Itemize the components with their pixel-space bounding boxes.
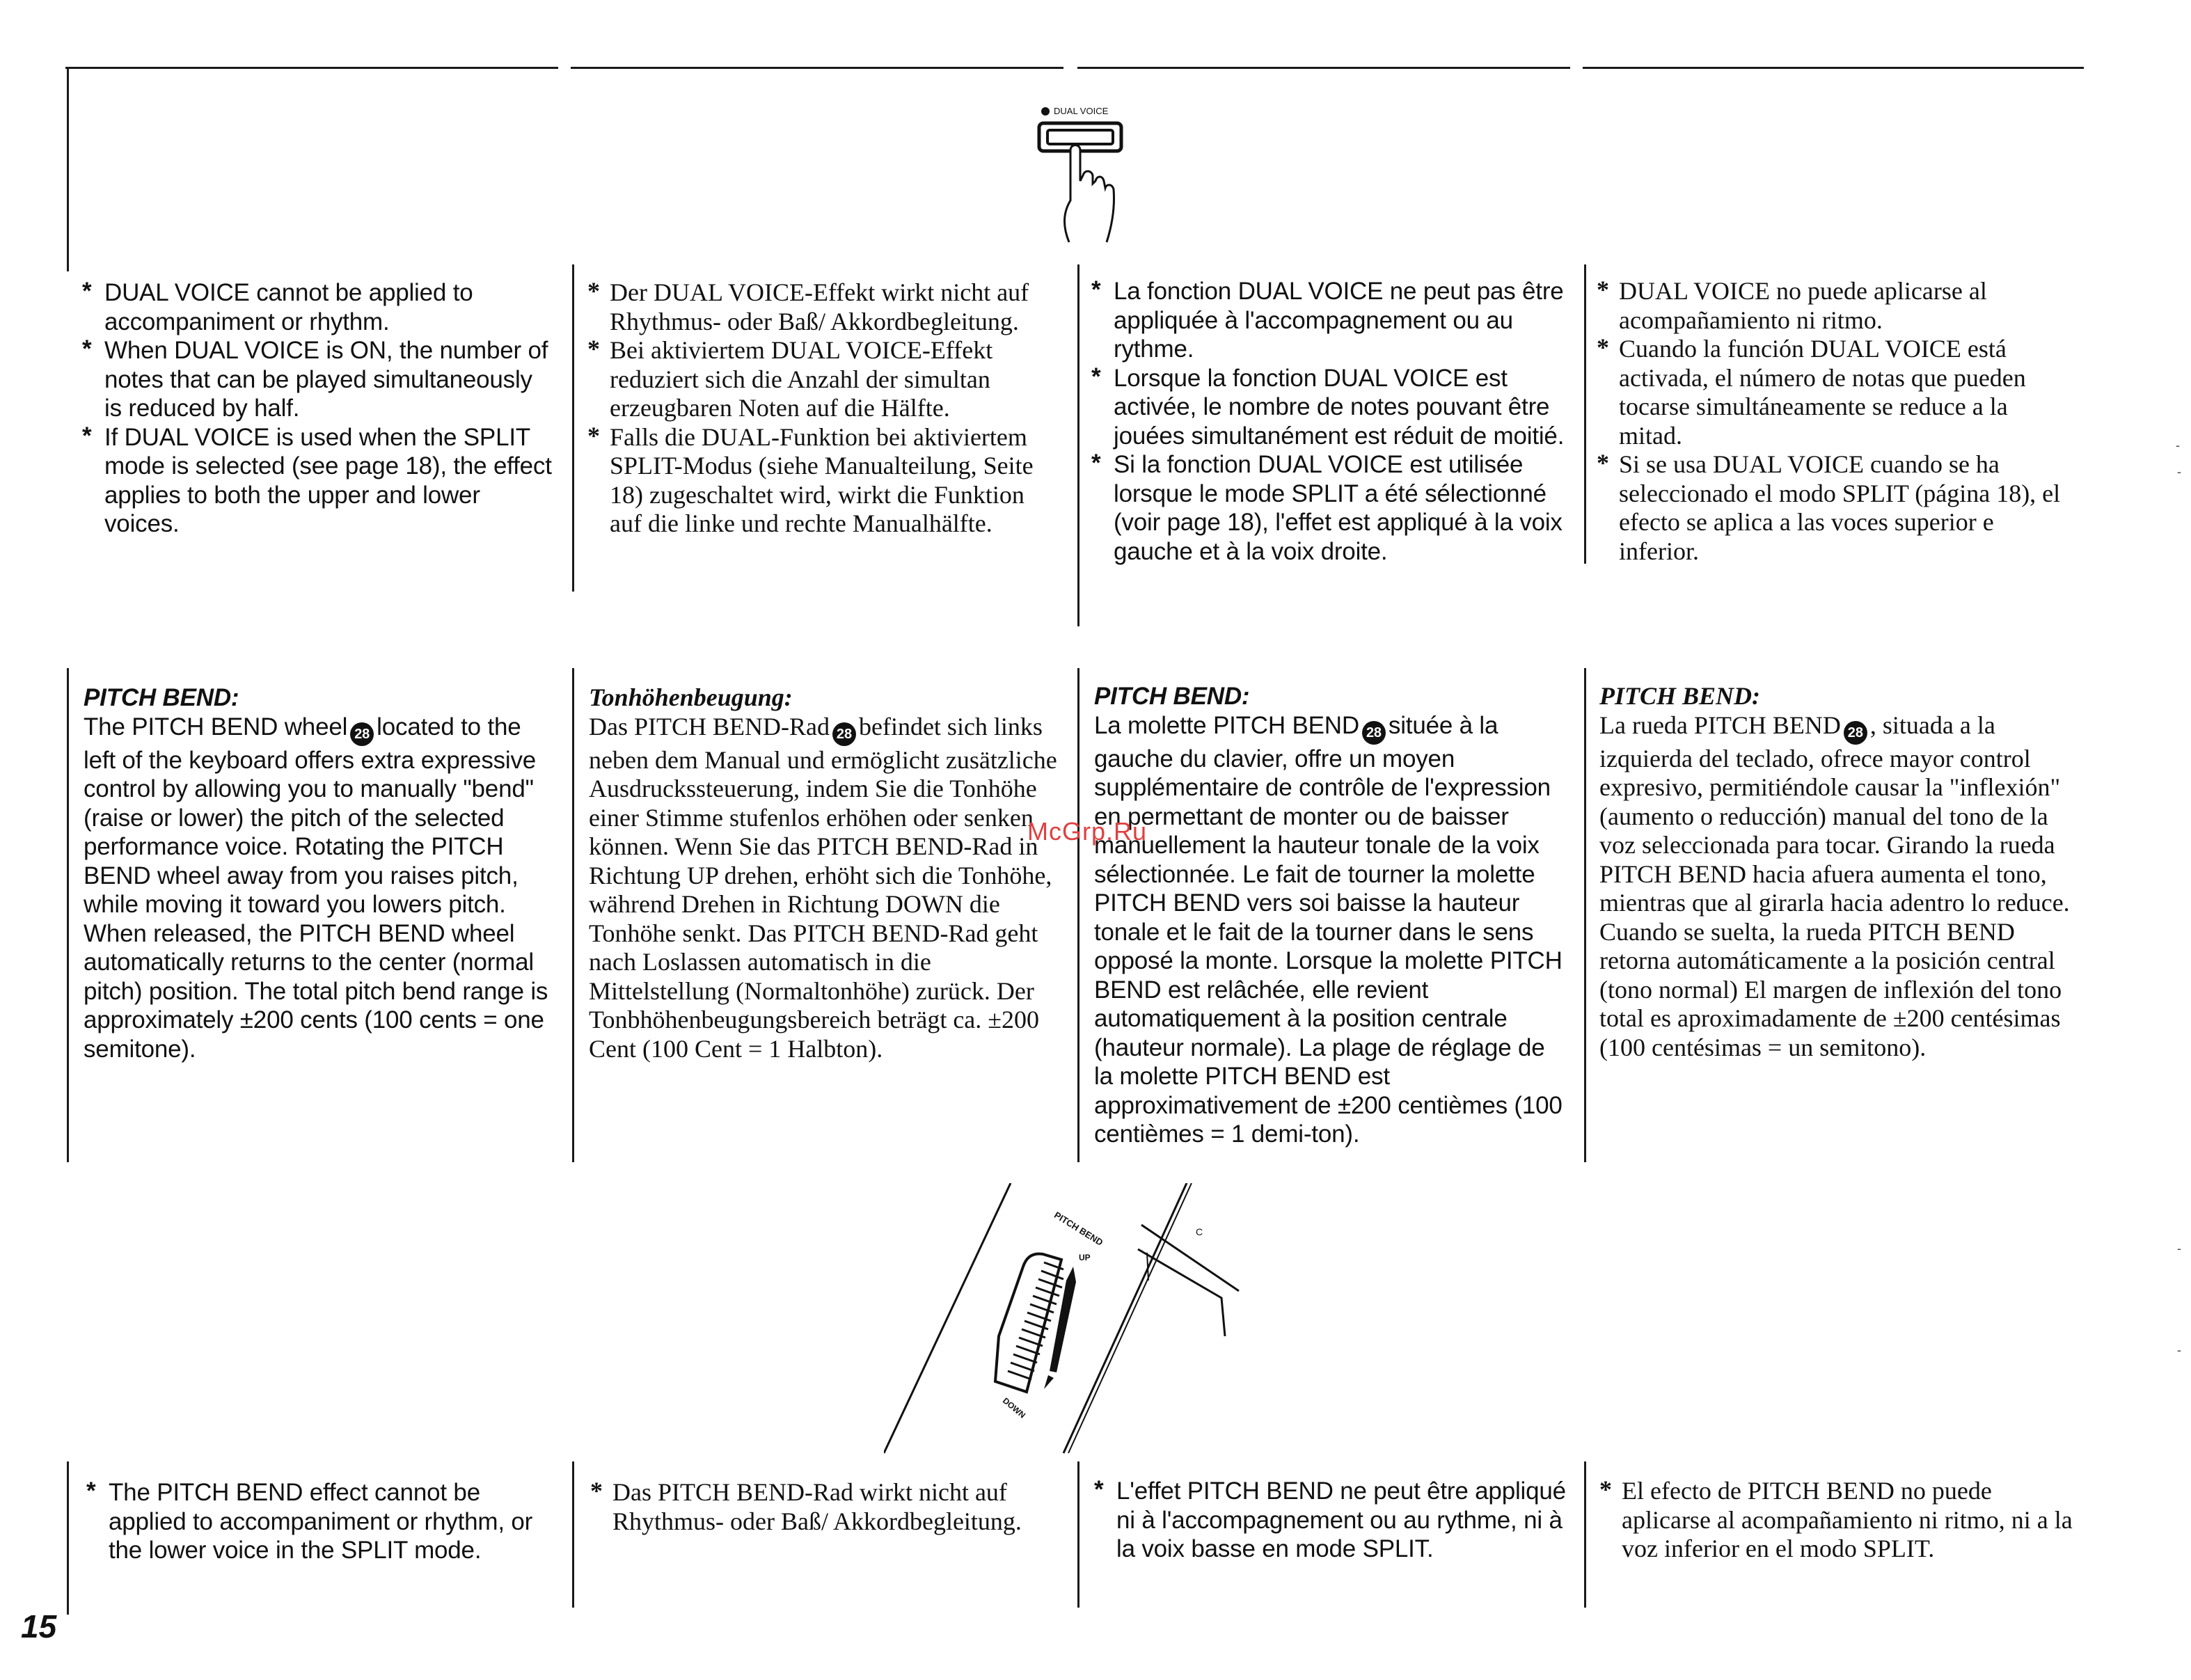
paragraph <box>589 713 1062 1064</box>
edge-mark: - <box>2177 1242 2181 1255</box>
section-heading: PITCH BEND: <box>1599 682 1761 710</box>
list-item: * Lorsque la fonction DUAL VOICE est activée, le nombre de notes pouvant être jouées simultanément est réduit de moitié. <box>1091 364 1565 451</box>
divider-1-mid <box>572 668 574 1162</box>
column-english-bottom <box>86 1478 560 1565</box>
list-item: * If DUAL VOICE is used when the SPLIT mode is selected (see page 18), the effect applies to both the upper and lower voices. <box>82 423 555 539</box>
text-run: located to the left of the keyboard offers extra expressive control by allowing you to manually "bend" (raise or lower) the pitch of the selected performance voice. Rotating the PITCH BEND wheel away from you raises pitch, while moving it toward you lowers pitch. When released, the PITCH BEND wheel automatically returns to the center (normal pitch) position. The total pitch bend range is approximately ±200 cents (100 cents = one semitone). <box>84 713 548 1063</box>
page-number: 15 <box>21 1608 57 1645</box>
text-run: La rueda PITCH BEND <box>1599 711 1841 739</box>
column-english-pitch <box>84 683 557 1063</box>
column-english-dual <box>82 278 555 539</box>
text-run: La molette PITCH BEND <box>1094 711 1359 739</box>
list-item: * Si la fonction DUAL VOICE est utilisée lorsque le mode SPLIT a été sélectionné (voir page 18), l'effet est appliqué à la voix gauche et à la voix droite. <box>1091 450 1565 566</box>
list-item: * Falls die DUAL-Funktion bei aktiviertem SPLIT-Modus (siehe Manualteilung, Seite 18) zugeschaltet wird, wirkt die Funktion auf die linke und rechte Manualhälfte. <box>587 423 1061 539</box>
edge-mark: - <box>2176 438 2180 452</box>
dual-voice-illustration <box>1030 103 1162 249</box>
divider-1-top <box>572 264 574 592</box>
top-rule-2 <box>571 67 1063 69</box>
dual-voice-button-icon <box>1030 103 1162 249</box>
dual-voice-notes-fr <box>1091 277 1565 566</box>
margin-line-bottom <box>67 1461 69 1615</box>
watermark: McGrp.Ru <box>1027 817 1148 846</box>
column-spanish-bottom <box>1599 1477 2073 1564</box>
section-heading: PITCH BEND: <box>84 684 239 711</box>
pitch-bend-down-label: DOWN <box>1000 1395 1028 1420</box>
column-spanish-dual <box>1597 277 2070 566</box>
reference-number-badge: 28 <box>1362 721 1386 745</box>
divider-2-bot <box>1077 1461 1079 1608</box>
column-german-bottom <box>590 1478 1063 1536</box>
list-item: * The PITCH BEND effect cannot be applied to accompaniment or rhythm, or the lower voice in the SPLIT mode. <box>86 1478 560 1565</box>
text-run: befindet sich links neben dem Manual und ermöglicht zusätzliche Ausdruckssteuerung, indem Sie die Tonhöhe einer Stimme stufenlos erhöhen oder senken können. Wenn Sie das PITCH BEND-Rad in Richtung UP drehen, erhöht sich die Tonhöhe, während Drehen in Richtung DOWN die Tonhöhe senkt. Das PITCH BEND-Rad geht nach Loslassen automatisch in die Mittelstellung (Normaltonhöhe) zurück. Der Tonbhöhenbeugungsbereich beträgt ca. ±200 Cent (100 Cent = 1 Halbton). <box>589 712 1057 1063</box>
list-item: * Bei aktiviertem DUAL VOICE-Effekt reduziert sich die Anzahl der simultan erzeugbaren Noten auf die Hälfte. <box>587 336 1061 423</box>
column-german-pitch <box>589 683 1062 1063</box>
list-item: * La fonction DUAL VOICE ne peut pas être appliquée à l'accompagnement ou au rythme. <box>1091 277 1565 364</box>
pitch-bend-notes-es <box>1599 1477 2073 1564</box>
dual-voice-notes-en <box>82 278 555 539</box>
text-run: The PITCH BEND wheel <box>84 713 348 740</box>
list-item: * Das PITCH BEND-Rad wirkt nicht auf Rhythmus- oder Baß/ Akkordbegleitung. <box>590 1478 1063 1536</box>
margin-line-pitch <box>67 668 69 1162</box>
paragraph <box>1094 711 1567 1149</box>
section-heading: Tonhöhenbeugung: <box>589 683 793 711</box>
pitch-bend-notes-de <box>590 1478 1063 1536</box>
keyboard-c-label: C <box>1196 1226 1203 1237</box>
divider-3-top <box>1584 264 1586 564</box>
divider-1-bot <box>572 1461 574 1608</box>
top-rule-4 <box>1583 67 2084 69</box>
column-german-dual <box>587 278 1061 539</box>
pitch-bend-up-label: UP <box>1079 1253 1091 1262</box>
paragraph <box>1599 711 2073 1063</box>
column-french-dual <box>1091 277 1565 566</box>
edge-mark: - <box>2177 465 2181 479</box>
dual-voice-notes-es <box>1597 277 2070 566</box>
divider-3-mid <box>1584 668 1586 1162</box>
list-item: * El efecto de PITCH BEND no puede aplicarse al acompañamiento ni ritmo, ni a la voz inferior en el modo SPLIT. <box>1599 1477 2073 1564</box>
section-heading: PITCH BEND: <box>1094 683 1250 710</box>
pitch-bend-notes-fr <box>1094 1477 1567 1564</box>
reference-number-badge: 28 <box>350 722 374 746</box>
text-run: Das PITCH BEND-Rad <box>589 712 830 740</box>
text-run: , situada a la izquierda del teclado, ofrece mayor control expresivo, permitiéndole causar la "inflexión" (aumento o reducción) manual del tono de la voz seleccionada para tocar. Girando la rueda PITCH BEND hacia afuera aumenta el tono, mientras que al girarla hacia adentro lo reduce. Cuando se suelta, la rueda PITCH BEND retorna automáticamente a la posición central (tono normal) El margen de inflexión del tono total es aproximadamente de ±200 centésimas (100 centésimas = un semitono). <box>1599 711 2070 1061</box>
list-item: * When DUAL VOICE is ON, the number of notes that can be played simultaneously is reduced by half. <box>82 336 555 423</box>
column-french-pitch <box>1094 682 1567 1149</box>
pitch-bend-notes-en <box>86 1478 560 1565</box>
paragraph <box>84 713 557 1064</box>
list-item: * DUAL VOICE no puede aplicarse al acompañamiento ni ritmo. <box>1597 277 2070 335</box>
top-rule-3 <box>1077 67 1570 69</box>
list-item: * Cuando la función DUAL VOICE está activada, el número de notas que pueden tocarse simultáneamente se reduce a la mitad. <box>1597 335 2070 450</box>
margin-line-top <box>67 67 69 271</box>
list-item: * Si se usa DUAL VOICE cuando se ha seleccionado el modo SPLIT (página 18), el efecto se aplica a las voces superior e inferior. <box>1597 450 2070 566</box>
dual-voice-notes-de <box>587 278 1061 539</box>
pitch-bend-illustration <box>884 1183 1246 1455</box>
column-french-bottom <box>1094 1477 1567 1564</box>
list-item: * DUAL VOICE cannot be applied to accompaniment or rhythm. <box>82 278 555 336</box>
top-rule-1 <box>65 67 558 69</box>
reference-number-badge: 28 <box>1844 721 1867 745</box>
text-run: située à la gauche du clavier, offre un moyen supplémentaire de contrôle de l'expression en permettant de monter ou de baisser manuellement la hauteur tonale de la voix sélectionnée. Le fait de tourner la molette PITCH BEND vers soi baisse la hauteur tonale et le fait de la tourner dans le sens opposé la monte. Lorsque la molette PITCH BEND est relâchée, elle revient automatiquement à la position centrale (hauteur normale). La plage de réglage de la molette PITCH BEND est approximativement de ±200 centièmes (100 centièmes = 1 demi-ton). <box>1094 711 1563 1148</box>
pitch-bend-label: PITCH BEND <box>1052 1210 1105 1248</box>
reference-number-badge: 28 <box>832 722 856 746</box>
divider-2-top <box>1077 264 1079 626</box>
divider-2-mid <box>1077 668 1079 1162</box>
edge-mark: - <box>2177 1343 2181 1357</box>
dual-voice-label: DUAL VOICE <box>1054 106 1109 116</box>
list-item: * Der DUAL VOICE-Effekt wirkt nicht auf Rhythmus- oder Baß/ Akkordbegleitung. <box>587 278 1061 336</box>
list-item: * L'effet PITCH BEND ne peut être appliqué ni à l'accompagnement ou au rythme, ni à la voix basse en mode SPLIT. <box>1094 1477 1567 1564</box>
column-spanish-pitch <box>1599 682 2073 1062</box>
divider-3-bot <box>1584 1461 1586 1608</box>
